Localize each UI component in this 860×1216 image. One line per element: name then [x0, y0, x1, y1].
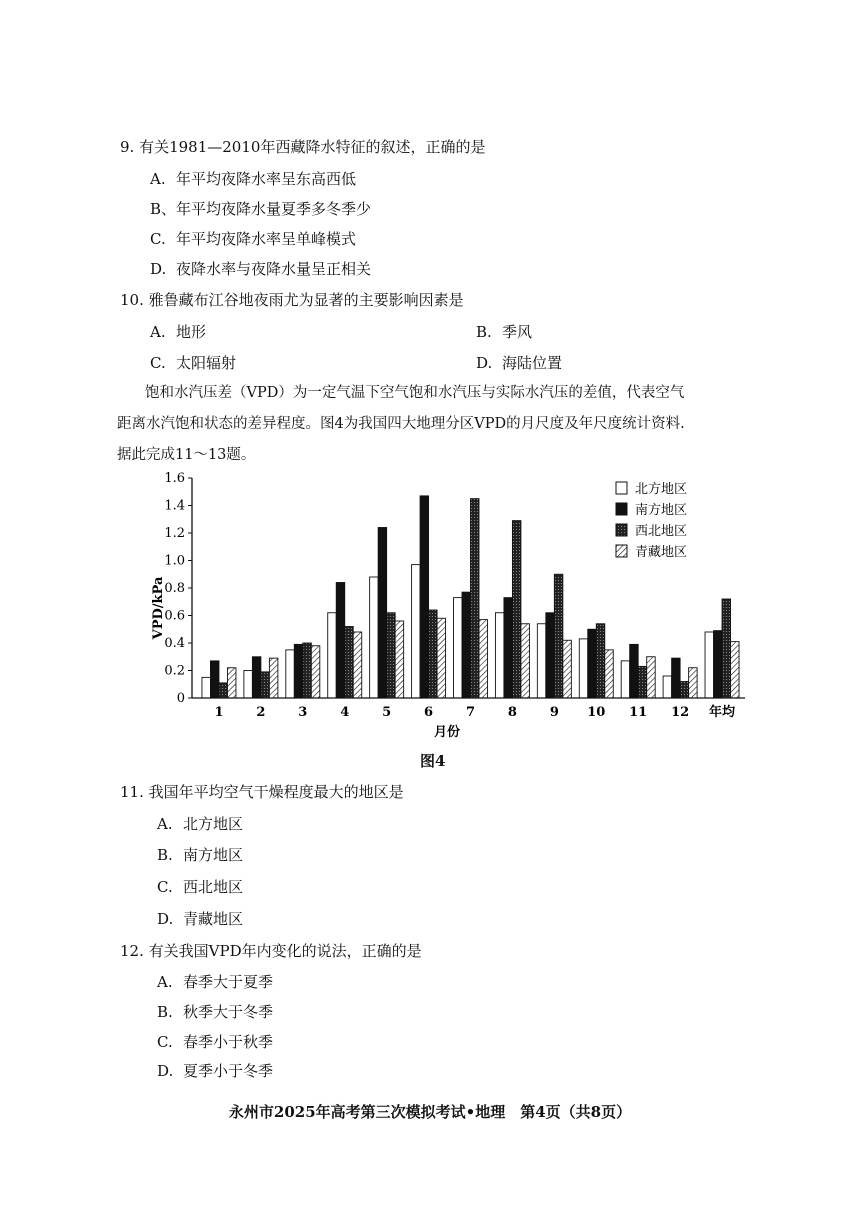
bar-2-2: [252, 657, 261, 698]
bar-3-3: [303, 643, 312, 698]
option-label: B.: [157, 846, 173, 864]
bar-3-13: [722, 599, 731, 698]
option-label: A.: [150, 323, 166, 341]
figure-caption: 图4: [420, 752, 446, 770]
y-tick-label: 0.4: [164, 636, 185, 651]
x-tick-label: 9: [549, 705, 559, 720]
bar-4-1: [227, 668, 236, 698]
legend-swatch: [616, 545, 627, 557]
x-tick-label: 10: [587, 705, 606, 720]
y-tick-label: 1.0: [164, 553, 185, 569]
option-label: D.: [157, 1062, 174, 1080]
bar-2-8: [504, 598, 513, 698]
intro-line-3: 据此完成11～13题。: [117, 447, 256, 463]
question-11-stem: [120, 782, 404, 802]
option-text: 地形: [176, 323, 207, 341]
chart-canvas: [140, 468, 760, 768]
x-tick-label: 2: [256, 705, 266, 720]
x-axis-label: 月份: [433, 725, 461, 740]
bar-1-10: [579, 639, 588, 698]
x-tick-label: 7: [465, 705, 476, 720]
bar-2-1: [210, 661, 219, 698]
q12-option-b: [157, 1002, 273, 1022]
option-label: A.: [157, 815, 173, 833]
q12-option-d: [157, 1061, 273, 1081]
q10-option-c: [150, 353, 236, 373]
question-9-stem: [120, 137, 485, 157]
bar-4-10: [605, 650, 614, 698]
bar-4-9: [563, 640, 572, 698]
legend-swatch: [616, 482, 627, 494]
bar-3-5: [387, 613, 396, 698]
bar-4-4: [353, 632, 362, 698]
x-tick-label: 11: [629, 705, 648, 720]
option-text: 季风: [502, 323, 533, 341]
bar-4-5: [395, 621, 404, 698]
q11-option-d: [157, 909, 243, 929]
bar-2-4: [336, 583, 345, 699]
option-label: C.: [150, 354, 166, 372]
y-tick-label: 0: [176, 691, 185, 706]
q11-option-b: [157, 845, 243, 865]
bar-2-11: [630, 644, 639, 698]
bar-1-11: [621, 661, 630, 698]
question-number: 10.: [120, 291, 144, 309]
intro-line-2: 距离水汽饱和状态的差异程度。图4为我国四大地理分区VPD的月尺度及年尺度统计资料.: [117, 416, 685, 432]
option-label: C.: [157, 1033, 173, 1051]
x-tick-label: 3: [298, 705, 308, 720]
y-tick-label: 0.8: [164, 581, 185, 596]
question-number: 11.: [120, 783, 144, 801]
bar-2-3: [294, 644, 303, 698]
x-tick-label: 8: [507, 705, 517, 720]
legend-label: 北方地区: [635, 482, 688, 497]
option-text: 年平均夜降水率呈单峰模式: [176, 230, 357, 248]
option-label: C.: [150, 230, 166, 248]
option-label: C.: [157, 878, 173, 896]
option-label: D.: [150, 260, 167, 278]
bar-4-2: [269, 658, 278, 698]
bar-4-3: [311, 646, 320, 698]
bar-4-12: [689, 668, 698, 698]
x-axis-ticks: [214, 704, 736, 720]
bar-3-11: [638, 666, 647, 698]
bar-4-6: [437, 618, 446, 698]
y-tick-label: 1.4: [164, 498, 185, 514]
bar-1-13: [705, 632, 714, 698]
bar-3-8: [512, 521, 521, 698]
q10-option-d: [476, 353, 562, 373]
bar-2-5: [378, 528, 387, 699]
bar-1-9: [537, 624, 546, 698]
page-footer: 永州市2025年高考第三次模拟考试•地理 第4页（共8页）: [228, 1103, 632, 1121]
q10-option-a: [150, 322, 206, 342]
y-tick-label: 1.6: [164, 471, 185, 486]
question-text: 我国年平均空气干燥程度最大的地区是: [148, 783, 404, 801]
y-tick-label: 1.2: [164, 526, 185, 541]
bar-1-5: [370, 577, 379, 698]
bar-1-4: [328, 613, 337, 698]
option-text: 太阳辐射: [176, 354, 237, 372]
bar-1-12: [663, 676, 672, 698]
option-text: 南方地区: [183, 846, 244, 864]
bar-1-3: [286, 650, 295, 698]
chart-legend: [616, 481, 687, 560]
bar-3-1: [219, 683, 228, 698]
legend-label: 青藏地区: [635, 545, 688, 560]
intro-line-1: 饱和水汽压差（VPD）为一定气温下空气饱和水汽压与实际水汽压的差值，代表空气: [145, 385, 685, 401]
bar-1-7: [454, 598, 463, 698]
option-label: B.: [157, 1003, 173, 1021]
option-label: B、: [150, 200, 177, 218]
legend-swatch: [616, 524, 627, 536]
bar-4-13: [731, 642, 740, 698]
option-text: 西北地区: [183, 878, 244, 896]
q10-option-b: [476, 322, 532, 342]
y-axis-label: VPD/kPa: [151, 576, 166, 640]
option-text: 春季小于秋季: [183, 1033, 274, 1051]
bar-3-9: [554, 574, 563, 698]
option-label: D.: [157, 910, 174, 928]
q11-option-a: [157, 814, 243, 834]
x-tick-label: 6: [424, 705, 434, 720]
option-text: 夏季小于冬季: [183, 1062, 274, 1080]
option-label: A.: [157, 973, 173, 991]
question-text: 雅鲁藏布江谷地夜雨尤为显著的主要影响因素是: [148, 291, 464, 309]
q9-option-c: [150, 229, 356, 249]
q9-option-a: [150, 169, 356, 189]
bar-1-1: [202, 677, 211, 698]
q12-option-a: [157, 972, 273, 992]
option-text: 北方地区: [183, 815, 244, 833]
bar-4-7: [479, 620, 488, 698]
option-text: 海陆位置: [502, 354, 563, 372]
x-tick-label: 12: [671, 705, 690, 720]
question-number: 12.: [120, 942, 144, 960]
question-10-stem: [120, 290, 464, 310]
bar-1-8: [495, 613, 504, 698]
legend-label: 西北地区: [635, 524, 688, 539]
x-tick-label: 1: [214, 705, 224, 720]
bar-2-10: [588, 629, 597, 698]
bar-3-12: [680, 682, 689, 699]
bar-2-7: [462, 592, 471, 698]
y-tick-label: 0.6: [164, 608, 185, 624]
option-text: 夜降水率与夜降水量呈正相关: [176, 260, 372, 278]
option-text: 秋季大于冬季: [183, 1003, 274, 1021]
option-label: B.: [476, 323, 492, 341]
option-text: 年平均夜降水率呈东高西低: [176, 170, 357, 188]
x-tick-label: 5: [382, 705, 392, 720]
bar-4-11: [647, 657, 656, 698]
bar-3-2: [261, 672, 270, 698]
option-label: A.: [150, 170, 166, 188]
q12-option-c: [157, 1032, 273, 1052]
bar-1-6: [412, 565, 421, 698]
q11-option-c: [157, 877, 243, 897]
question-text: 有关我国VPD年内变化的说法，正确的是: [148, 942, 422, 960]
bar-2-9: [546, 613, 555, 698]
vpd-bar-chart: [140, 468, 760, 768]
y-axis-ticks: [164, 471, 192, 706]
x-tick-label: 年均: [709, 705, 736, 720]
option-label: D.: [476, 354, 493, 372]
bar-2-12: [672, 658, 681, 698]
bar-3-6: [429, 610, 438, 698]
q9-option-d: [150, 259, 371, 279]
bar-3-7: [471, 499, 480, 698]
legend-swatch: [616, 503, 627, 515]
q9-option-b: [150, 199, 371, 219]
option-text: 青藏地区: [183, 910, 244, 928]
bar-3-10: [596, 624, 605, 698]
bar-4-8: [521, 624, 530, 698]
y-tick-label: 0.2: [164, 663, 185, 679]
legend-label: 南方地区: [635, 503, 688, 518]
x-tick-label: 4: [340, 705, 350, 720]
bar-3-4: [345, 627, 354, 699]
option-text: 年平均夜降水量夏季多冬季少: [176, 200, 372, 218]
bar-2-13: [714, 631, 723, 698]
bar-2-6: [420, 496, 429, 698]
question-text: 有关1981—2010年西藏降水特征的叙述，正确的是: [139, 138, 486, 156]
question-number: 9.: [120, 138, 135, 156]
question-12-stem: [120, 941, 422, 961]
bar-1-2: [244, 671, 253, 699]
option-text: 春季大于夏季: [183, 973, 274, 991]
